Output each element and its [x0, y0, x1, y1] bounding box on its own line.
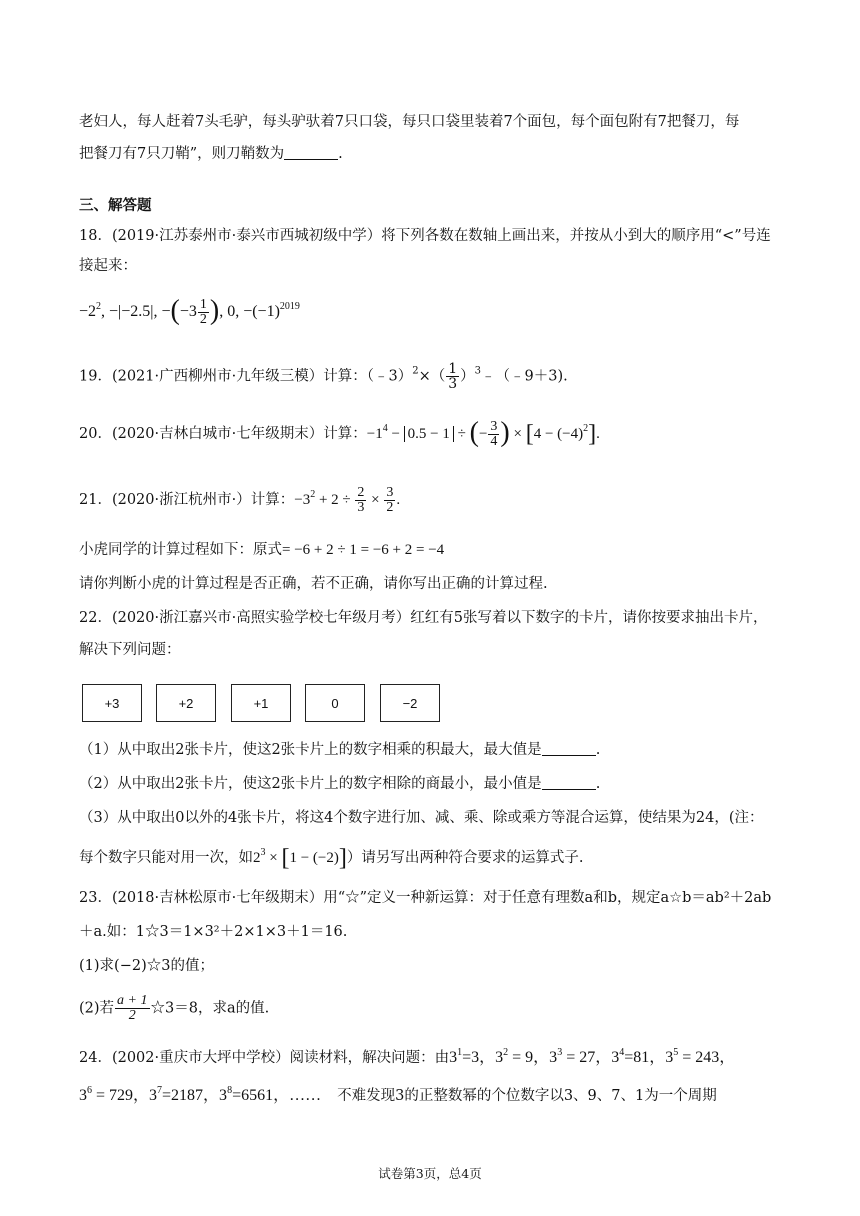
answer-blank [542, 741, 596, 756]
q24-text-tail: 不难发现3的正整数幂的个位数字以3、9、7、1为一个周期 [337, 1088, 717, 1104]
q22-part3-line2 [79, 845, 584, 871]
q23-part2-suffix: ☆3＝8，求a的值. [150, 1000, 270, 1017]
q20-expression: $-1^4 - 0.5 - 1$ ÷ (− $\frac{3}{4}$ ) × $[4 - (-4)^2]$. [366, 416, 600, 449]
q23-part1: (1)求(−2)☆3的值； [79, 958, 214, 974]
q22-line1: 22．(2020·浙江嘉兴市·高照实验学校七年级月考）红红有5张写着以下数字的卡片，请你按要求抽出卡片， [79, 610, 768, 626]
q24-text: 24．(2002·重庆市大坪中学校）阅读材料，解决问题：由 [79, 1050, 450, 1066]
q21-text: 21．(2020·浙江杭州市·）计算： [79, 491, 295, 508]
number-card: +3 [82, 684, 142, 722]
q23-part2: (2)若 $\frac{a + 1}{2}$ ☆3＝8，求a的值. [79, 993, 270, 1023]
q23-part2-prefix: (2)若 [79, 1000, 115, 1017]
number-card: −2 [380, 684, 440, 722]
q18-line2: 接起来： [79, 258, 137, 274]
q22-part3-text: 每个数字只能对用一次，如 [79, 850, 253, 866]
q24-powers: $3^1=3$，$3^2 = 9$，$3^3 = 27$，$3^4=81$，$3^5 = 243$， [449, 1047, 736, 1066]
q22-part2-text: （2）从中取出2张卡片，使这2张卡片上的数字相除的商最小，最小值是 [79, 776, 542, 792]
number-card: +2 [156, 684, 216, 722]
q22-line2: 解决下列问题： [79, 642, 181, 658]
q22-example-expression: $2^3 \times [1 - (-2)]$ [253, 845, 347, 871]
q21-work-expression: = −6 + 2 ÷ 1 = −6 + 2 = −4 [282, 542, 445, 558]
q17-end: . [338, 146, 343, 162]
q24-line1 [79, 1048, 735, 1068]
q18-number-list: $-2^2$, −|−2.5|, −(−3 $\frac{1}{2}$ ), 0, $-(-1)^{2019}$ [79, 295, 300, 327]
page-footer: 试卷第3页，总4页 [378, 1166, 482, 1181]
q20-line [79, 416, 600, 449]
q23-line2: ＋a.如：1☆3＝1×3²＋2×1×3＋1＝16. [79, 924, 348, 940]
q22-part2: （2）从中取出2张卡片，使这2张卡片上的数字相除的商最小，最小值是 . [79, 776, 601, 792]
q24-powers-cont: $3^6 = 729$，$3^7=2187$，$3^8=6561$，…… [79, 1085, 338, 1104]
q24-line2 [79, 1086, 717, 1106]
q22-part1-text: （1）从中取出2张卡片，使这2张卡片上的数字相乘的积最大，最大值是 [79, 742, 542, 758]
q19-expr-a: （﹣3） [366, 368, 413, 385]
answer-blank [542, 775, 596, 790]
q17-text: 把餐刀有7只刀鞘”，则刀鞘数为 [79, 146, 285, 162]
q19-expr-c: ） [460, 368, 475, 385]
q17-line1: 老妇人，每人赶着7头毛驴，每头驴驮着7只口袋，每只口袋里装着7个面包，每个面包附有7把餐刀，每 [79, 114, 740, 130]
section-title: 三、解答题 [79, 197, 152, 214]
q21-expression: $-3^2 + 2$ ÷ $\frac{2}{3}$ × $\frac{3}{2}$ . [294, 485, 401, 515]
q22-part1: （1）从中取出2张卡片，使这2张卡片上的数字相乘的积最大，最大值是 . [79, 742, 601, 758]
q17-line2 [79, 144, 343, 164]
q20-text: 20．(2020·吉林白城市·七年级期末）计算： [79, 425, 367, 442]
number-card: 0 [305, 684, 365, 722]
q22-part3-suffix: ）请另写出两种符合要求的运算式子. [346, 850, 584, 866]
number-card: +1 [231, 684, 291, 722]
q21-line [79, 486, 400, 515]
q21-work [79, 540, 444, 560]
q19-text: 19．(2021·广西柳州市·九年级三模）计算： [79, 368, 367, 385]
q22-part3-line1: （3）从中取出0以外的4张卡片，将这4个数字进行加、减、乘、除或乘方等混合运算，使结果为24，(注： [79, 810, 764, 826]
q18-line1: 18．(2019·江苏泰州市·泰兴市西城初级中学）将下列各数在数轴上画出来，并按从小到大的顺序用“<”号连 [79, 228, 771, 244]
q21-work-prefix: 小虎同学的计算过程如下：原式 [79, 542, 282, 558]
q19-expr-d: ﹣（﹣9＋3). [481, 368, 568, 385]
q23-line1: 23．(2018·吉林松原市·七年级期末）用“☆”定义一种新运算：对于任意有理数a和b，规定a☆b＝ab²＋2ab [79, 890, 772, 906]
q21-instruction: 请你判断小虎的计算过程是否正确，若不正确，请你写出正确的计算过程. [79, 576, 548, 592]
q19-expr-b: ×（ [418, 368, 446, 385]
q19-line: 19．(2021·广西柳州市·九年级三模）计算：（﹣3）$^2$×（ $\frac{1}{3}$ ）$^3$﹣（﹣9＋3). [79, 361, 568, 392]
answer-blank [284, 145, 338, 160]
